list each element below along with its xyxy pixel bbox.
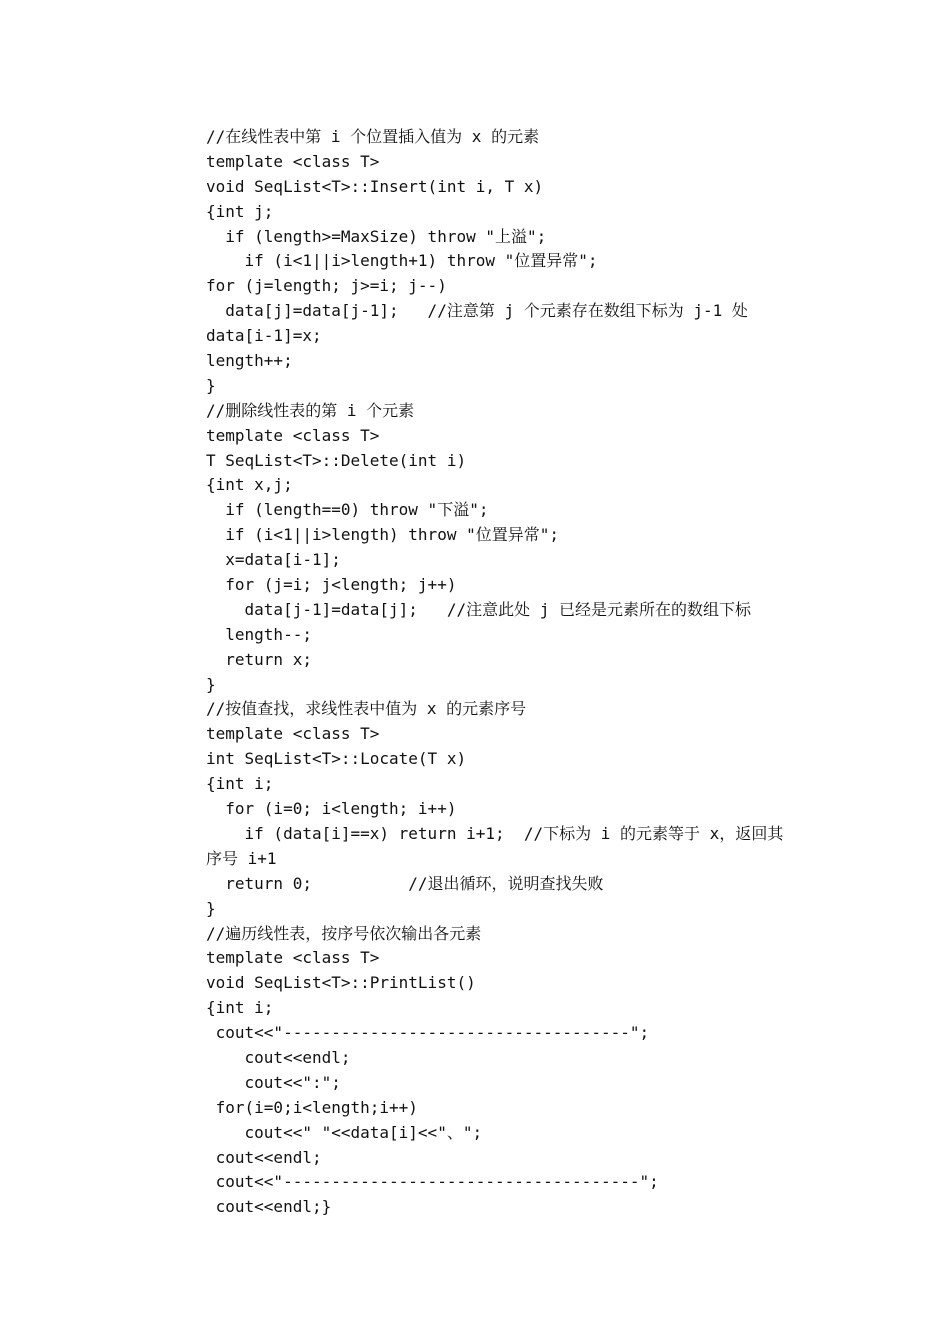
code-line: for (i=0; i<length; i++): [206, 799, 457, 819]
code-line: template <class T>: [206, 425, 380, 445]
code-line: if (data[i]==x) return i+1; //下标为 i 的元素等于 x，返回其: [206, 823, 784, 843]
code-line: template <class T>: [206, 948, 380, 968]
code-line: //遍历线性表，按序号依次输出各元素: [206, 923, 482, 943]
code-line: if (length>=MaxSize) throw "上溢";: [206, 226, 547, 246]
code-line: data[i-1]=x;: [206, 326, 322, 346]
code-line: {int i;: [206, 774, 274, 794]
code-document: [206, 125, 826, 1220]
code-line: for(i=0;i<length;i++): [206, 1097, 418, 1117]
code-line: }: [206, 375, 216, 395]
code-line: length++;: [206, 351, 293, 371]
code-line: {int j;: [206, 201, 274, 221]
code-line: cout<<" "<<data[i]<<"、";: [206, 1122, 483, 1142]
code-line: cout<<endl;: [206, 1047, 351, 1067]
code-line: length--;: [206, 624, 312, 644]
code-line: cout<<"-------------------------------------";: [206, 1172, 659, 1192]
code-line: return x;: [206, 649, 312, 669]
code-line: template <class T>: [206, 151, 380, 171]
code-line: if (i<1||i>length) throw "位置异常";: [206, 525, 559, 545]
code-line: T SeqList<T>::Delete(int i): [206, 450, 467, 470]
code-line: template <class T>: [206, 724, 380, 744]
code-line: cout<<endl;}: [206, 1197, 332, 1217]
code-line: }: [206, 898, 216, 918]
code-line: cout<<"------------------------------------";: [206, 1023, 650, 1043]
code-line: 序号 i+1: [206, 848, 277, 868]
code-line: return 0; //退出循环，说明查找失败: [206, 873, 604, 893]
code-line: //删除线性表的第 i 个元素: [206, 400, 415, 420]
code-line: cout<<endl;: [206, 1147, 322, 1167]
code-line: for (j=i; j<length; j++): [206, 575, 457, 595]
code-line: //按值查找，求线性表中值为 x 的元素序号: [206, 699, 527, 719]
code-line: cout<<":";: [206, 1072, 341, 1092]
code-line: x=data[i-1];: [206, 550, 341, 570]
code-line: int SeqList<T>::Locate(T x): [206, 749, 467, 769]
code-line: {int i;: [206, 998, 274, 1018]
code-line: }: [206, 674, 216, 694]
code-line: void SeqList<T>::PrintList(): [206, 973, 476, 993]
code-line: data[j]=data[j-1]; //注意第 j 个元素存在数组下标为 j-1 处: [206, 301, 748, 321]
code-line: {int x,j;: [206, 475, 293, 495]
code-line: for (j=length; j>=i; j--): [206, 276, 447, 296]
code-line: void SeqList<T>::Insert(int i, T x): [206, 176, 544, 196]
code-line: if (length==0) throw "下溢";: [206, 500, 489, 520]
code-line: //在线性表中第 i 个位置插入值为 x 的元素: [206, 127, 540, 146]
code-line: data[j-1]=data[j]; //注意此处 j 已经是元素所在的数组下标: [206, 599, 751, 619]
code-line: if (i<1||i>length+1) throw "位置异常";: [206, 251, 598, 271]
